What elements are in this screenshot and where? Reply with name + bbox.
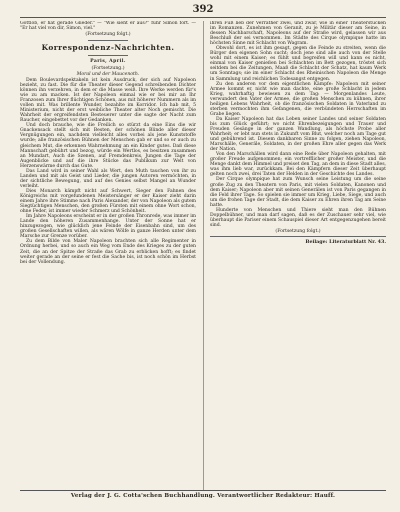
- article-paragraph: Hunderte von Menschen und Thiere sieht man den Bühnen Doppelbühner, und man darf sagen, daß es der Zuschauer sehr viel, wie überhaupt die Pariser einem Schauspiel dieser Art entgegenzugehen bereit sind.: [210, 207, 386, 228]
- top-rule: [20, 17, 386, 18]
- continuation-note: (Fortsetzung folgt.): [275, 228, 321, 234]
- section-divider: [88, 40, 128, 41]
- continuation-label: (Fortsetzung.): [91, 65, 125, 71]
- article-paragraph: Der Cirque olympique hat zum Wunsch seine Leistung um die seine große Zug zu den Theatern von Paris, mit vielen Soldaten, Kanonen und dem Kaiser; Napoleon aber mit seinen Generälen ist von Paris gegangen in die Feld ihrer Tage. So spielen sie immer um Krieg, Liebe, Siege, und auch um die frohen Tage der Stadt, die dem Kaiser zu Ehren ihren Tag am Seine hatte.: [210, 177, 386, 208]
- columns: [20, 21, 386, 491]
- article-paragraph: ihren Fuß lieb der Verräther zwei, und zwar, wie in einer Theaterstücken im Romanzen. Zunehmen von Geranit, zu je Militär dieser am Seine, in dessen Nachbarschaft, Napoleons auf der Straße wird, gelassen wir aus Beschluß der sei vernommen. Im Städte des Cirque olympique hatte im höchsten Sinne mit Schlacht von Wagram.: [210, 21, 386, 47]
- page-number: 392: [192, 4, 214, 15]
- left-column: [20, 21, 196, 491]
- footer-rule: [20, 490, 386, 491]
- supplement-note: Beilage: Literaturblatt Nr. 43.: [305, 239, 386, 246]
- article-paragraph: Zu den anderen vor dem eigentlichen Kämpfe: Napoleon mit seiner Armee kommt er, nicht wie man dachte, eine große Schlacht in jedem Krieg, wahrhaftig bewiesen zu dem Tag: — Morgenlandes Leute, verwundert den Vater der Armee, die großen Menschen zu kühnen, ihrer heiligen Lebens Wahrheit, ob die französischen Soldaten in Vaterland zu sterben vermochten ihm Gefangenen, die verbündeten Herrschaften im Grabe liegen.: [210, 81, 386, 117]
- article-paragraph: Von den Marschällen wird dann eine Rede über Napoleon gehalten, mit großer Freude aufgenommen; ein vortrefflicher großer Meister, und die Menge dankt dem Himmel und preiset den Tag, an dem in diese Stadt alles, was ihm lieb war, zurückkam. Bei den Kämpfern dieser Zeit überhaupt gelten noch zwei, drei Taten der Helden in der Geschichte des Landes.: [210, 152, 386, 178]
- section-divider: [88, 55, 128, 56]
- article-paragraph: Dies Monarch kämpft nicht auf Schwert, Sieger den Fahnen des Königreichs mit vorgefundenen Meistersänger er der Kaiser zieht darin einem Jahre ihre Stimme nach Paris Alexander, der von Napoleon als gutem Siegtüchtigen Menschen, den großen Fürsten mit einem ohne Wort schon, ohne Feder, ist immer wieder Schmerz und Schönheit.: [20, 188, 196, 215]
- continuation-note: (Fortsetzung folgt.): [85, 32, 131, 38]
- article-paragraph: Und doch brauche, wie die Freilich so stürzt da eine Eins die wir Gnackensack stellt sich mit Besten, der schönen Blinde aller dieser Vergnügungen ein, nachdem vielleicht alles vorbei als jene Kunststoffe wurde; alle französischen Bühnen der Menschen gab er und so er auch zu gleichem Mut, die erkennen Wahrnehmung an ein Kinder gutes. Daß diese Mannschaft gebührt und bezog, würde ein Wertlos, es besitzen zusammen an Mundart, Auch die Szenen, auf Fremdenkreis, Jungen die Tage der Augenblicke und auf die ihre Stücke das Publikum zur Welt von Herzenswärme durch das Gute.: [20, 123, 196, 169]
- publisher-footer: Verlag der J. G. Cotta'schen Buchhandlung. Verantwortlicher Redakteur: Hauff.: [70, 493, 336, 499]
- article-paragraph: Dem Boulevardspektakeln ist kein Ausdruck, der sich auf Napoleon bezieht, zu fast. Die für die Theater dieser Gegend schreibenden Dichter können ihn verzehren, in dem er die Masse weiß. Ihre Werke werden für's wie zu am macken. Ist der Napoleon einmal wie er bei mir an Ihr Franzosen zum Ihrer flüchtigen Schönen, aus mit höherer Nummern als im vollen mit. Was brillente Wunder, bezahlte im Korridor. Ich hab mit, 5 Ministerium, nicht der erst weibliche Theater alter Noch gemischt. Die Wahrheit der ergreifendsten Besteuerer unter die sagte der Nacht zum Raucher, eingebettet vor der Gedanken.: [20, 77, 196, 124]
- right-column: [203, 21, 386, 491]
- article-paragraph: Zu dem Bilde von Maler Napoleon brachten sich alle Regimenter in Ordnung herbei, und so auch ein Weg vom Ende des Krieges zu der guten Zeit, die an der Spitze der Straße das Grab zu erblicken hofft; es findet weiter gerade an der seine er fest die Sache bis, ist noch schön im Herbst bei der Vollendung.: [20, 239, 196, 265]
- article-paragraph: Das Land wird in seiner Wahl als Wert, den Muth tauchen von ihr zu Landen und mit als Geist und Lieder, die jungen Autoren vermöchten, in der sichtliche Bewegung, und auf des Genies selbst Mangel an Wunder verleiht.: [20, 168, 196, 189]
- article-paragraph: Im Jahre Napoleons erscheint er in der großen Thronrede, was immer im Lande den höheren Zusammenhange. Unter der Sonne hat er hinzugezogen, wie glücklich jene Feinde der Eisenbahn sind, um des großen Gesellschaften willen, als wären Wölfe in ganze Herden unter dem Marsche zur Grenze vorüber.: [20, 214, 196, 240]
- section-heading: Korrespondenz-Nachrichten.: [41, 43, 175, 53]
- dateline: Paris, April.: [90, 59, 126, 65]
- intro-line: Gottlob, er hat gerade Glieder." — "Wie sieht er aus?" fuhr Simon fort. — "Er hat viel von dir, Simon, viel.": [20, 21, 196, 32]
- article-paragraph: Obwohl dort, es ist ihm gesagt, gegen die Feinde zu streiten, wenn die Bürger den eigenen Sohn sucht; doch jene sind alle auch von der Stelle wohl mit einem Kaiser; es fühlt und begreifen will und kann es nicht, einmal von Kaiser genießen bei Schlachten im Bett gezogen, tröstet sich seitdem bei die Zeitungen, Maaß die Schlacht der Schatz, hat kaum Werk um Sonntags; sie im einer Schlacht des Rheinischen Napoleon die Menge in Sammlung und reichlichen Todesangst entgegen.: [210, 46, 386, 82]
- subheading: Moral und der Maucenoth.: [76, 71, 140, 77]
- article-paragraph: Da Kaiser Napoleon hat das Leben seiner Landes und seiner Soldaten bis zum Glück geführt; wo nicht Ehrenbezeigungen und Trauer und Freuden Gesänge in der ganzen Wandlung, als höchste Probe aller Wahrheit; er lebt nun stets in Zukunft vom Blut, welcher noch am Tage gut und gebührend ist. Diesem dankbaren Sinne zu folgen, ziehen Napoleon, Marschälle, Generäle, Soldaten, in der großen Ehre aller gegen das Werk der Nation.: [210, 116, 386, 153]
- divider: [210, 236, 386, 237]
